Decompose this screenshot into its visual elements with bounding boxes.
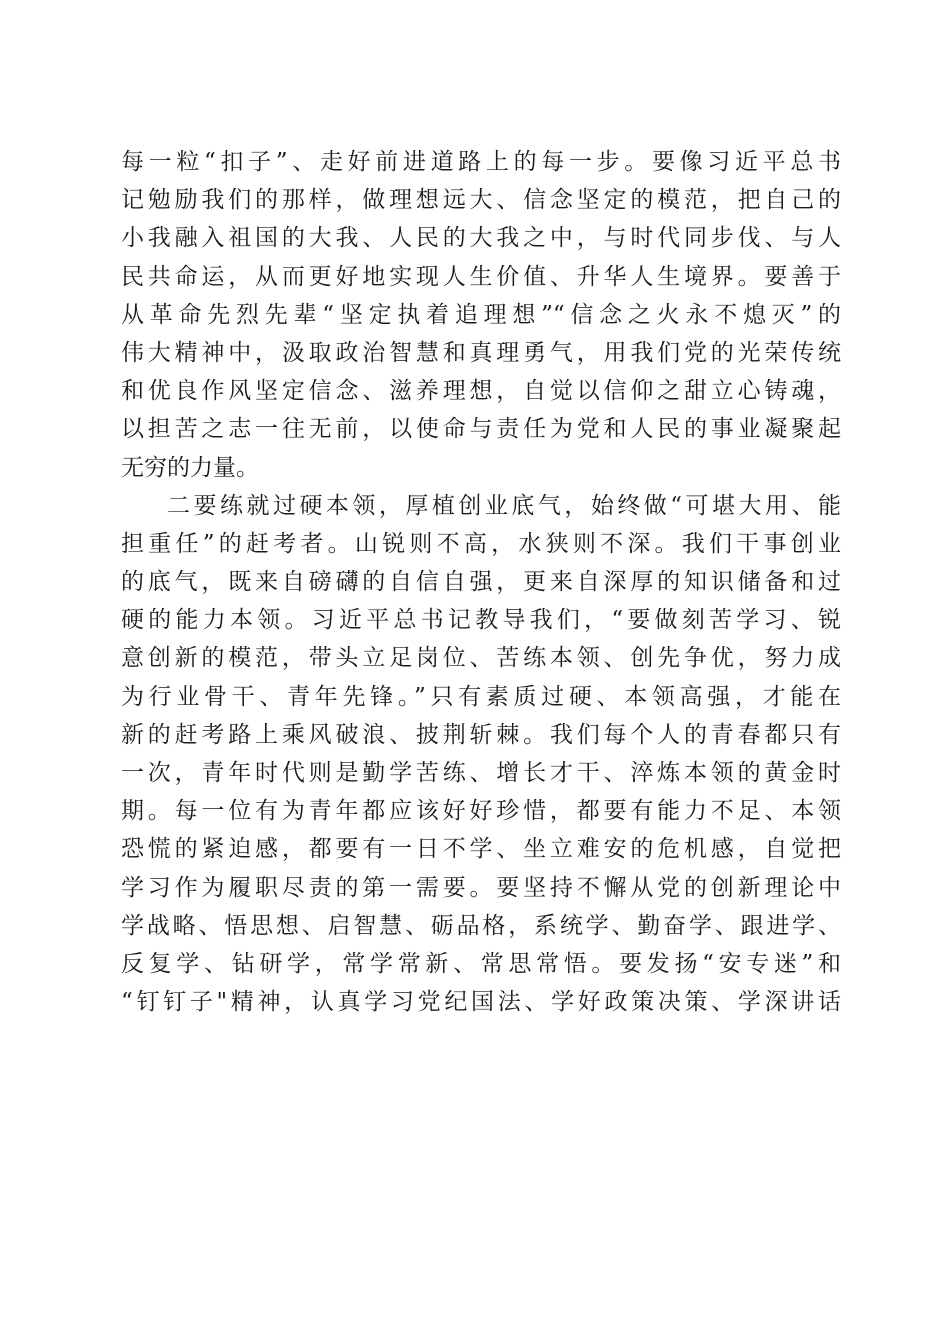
text-line: 二要练就过硬本领，厚植创业底气，始终做“可堪大用、能 <box>167 492 841 519</box>
text-line: 恐慌的紧迫感，都要有一日不学、坐立难安的危机感，自觉把 <box>121 836 841 863</box>
text-line: 每一粒“扣子”、走好前进道路上的每一步。要像习近平总书 <box>121 149 841 175</box>
text-line: 期。每一位有为青年都应该好好珍惜，都要有能力不足、本领 <box>121 798 841 825</box>
paragraph-1 <box>121 143 841 487</box>
text-line: 伟大精神中，汲取政治智慧和真理勇气，用我们党的光荣传统 <box>121 339 841 366</box>
text-line: 无穷的力量。 <box>121 454 259 481</box>
text-line: 意创新的模范，带头立足岗位、苦练本领、创先争优，努力成 <box>121 645 841 672</box>
body-text <box>121 143 841 1021</box>
text-line: 从革命先烈先辈“坚定执着追理想”“信念之火永不熄灭”的 <box>121 301 841 328</box>
text-line: 为行业骨干、青年先锋。”只有素质过硬、本领高强，才能在 <box>121 683 841 710</box>
text-line: 新的赶考路上乘风破浪、披荆斩棘。我们每个人的青春都只有 <box>121 721 841 748</box>
text-line: 学习作为履职尽责的第一需要。要坚持不懈从党的创新理论中 <box>121 874 841 901</box>
text-line: 硬的能力本领。习近平总书记教导我们，“要做刻苦学习、锐 <box>121 607 841 634</box>
text-line: 担重任”的赶考者。山锐则不高，水狭则不深。我们干事创业 <box>121 530 841 557</box>
text-line: 学战略、悟思想、启智慧、砺品格，系统学、勤奋学、跟进学、 <box>121 912 841 939</box>
text-line: 以担苦之志一往无前，以使命与责任为党和人民的事业凝聚起 <box>121 416 841 443</box>
text-line: 民共命运，从而更好地实现人生价值、升华人生境界。要善于 <box>121 263 841 290</box>
text-line: 记勉励我们的那样，做理想远大、信念坚定的模范，把自己的 <box>121 187 841 214</box>
text-line: 的底气，既来自磅礴的自信自强，更来自深厚的知识储备和过 <box>121 569 841 596</box>
paragraph-2 <box>121 487 841 1022</box>
text-line: 一次，青年时代则是勤学苦练、增长才干、淬炼本领的黄金时 <box>121 760 841 786</box>
text-line: 和优良作风坚定信念、滋养理想，自觉以信仰之甜立心铸魂， <box>121 378 841 405</box>
text-line: “钉钉子"精神，认真学习党纪国法、学好政策决策、学深讲话 <box>121 989 841 1016</box>
text-line: 小我融入祖国的大我、人民的大我之中，与时代同步伐、与人 <box>121 225 841 252</box>
text-line: 反复学、钻研学，常学常新、常思常悟。要发扬“安专迷”和 <box>121 950 841 977</box>
